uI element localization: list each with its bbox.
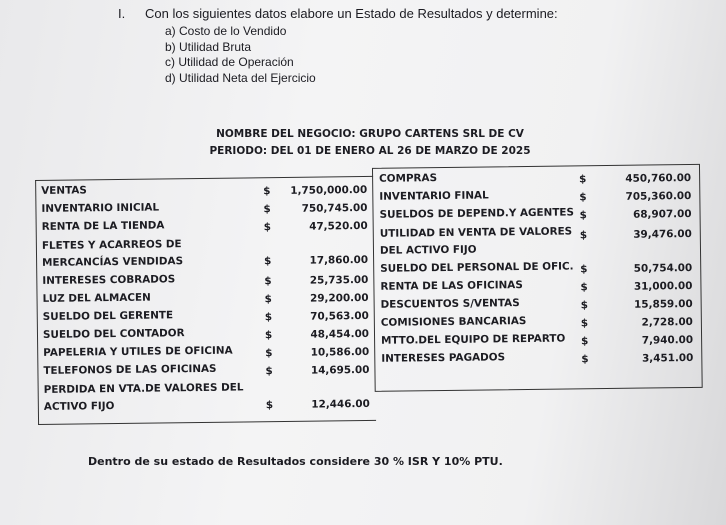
currency-sign: $: [264, 329, 273, 342]
business-name: NOMBRE DEL NEGOCIO: GRUPO CARTENS SRL DE CV: [216, 128, 524, 140]
currency-sign: $: [263, 221, 271, 234]
currency-sign: $: [580, 299, 588, 312]
currency-sign: $: [264, 255, 272, 268]
currency-sign: $: [579, 209, 587, 222]
row-amount: 450,760.00: [625, 171, 692, 185]
row-amount: 29,200.00: [309, 291, 369, 305]
row-label: MTTO.DEL EQUIPO DE REPARTO: [381, 332, 566, 347]
row-amount: 70,563.00: [310, 309, 369, 323]
row-amount: 1,750,000.00: [290, 183, 368, 197]
period: PERIODO: DEL 01 DE ENERO AL 26 DE MARZO DE 2025: [209, 145, 531, 157]
row-amount: 3,451.00: [641, 351, 694, 365]
row-label: SUELDOS DE DEPEND.Y AGENTES: [379, 206, 575, 221]
row-amount: 50,754.00: [633, 261, 693, 275]
row-amount: 10,586.00: [310, 345, 370, 359]
item-a: a) Costo de lo Vendido: [165, 24, 287, 38]
currency-sign: $: [265, 347, 273, 360]
currency-sign: $: [580, 281, 588, 294]
row-amount: 47,520.00: [309, 219, 368, 233]
item-d: d) Utilidad Neta del Ejercicio: [165, 70, 316, 85]
row-amount: 14,695.00: [310, 363, 370, 377]
currency-sign: $: [581, 353, 589, 366]
footer-note: Dentro de su estado de Resultados considere 30 % ISR Y 10% PTU.: [88, 455, 503, 468]
row-label: DESCUENTOS S/VENTAS: [380, 297, 520, 311]
currency-sign: $: [579, 229, 588, 242]
currency-sign: $: [580, 317, 589, 330]
row-amount: 15,859.00: [634, 297, 693, 311]
row-label: INTERESES COBRADOS: [42, 273, 176, 287]
currency-sign: $: [580, 263, 588, 276]
currency-sign: $: [264, 311, 273, 324]
currency-sign: $: [263, 185, 271, 198]
row-label: FLETES Y ACARREOS DE MERCANCÍAS VENDIDAS: [41, 238, 184, 269]
row-label: PERDIDA EN VTA.DE VALORES DEL ACTIVO FIJO: [43, 381, 244, 413]
row-label: LUZ DEL ALMACEN: [42, 291, 151, 305]
row-label: INVENTARIO INICIAL: [41, 201, 160, 215]
row-label: SUELDO DEL PERSONAL DE OFIC.: [380, 260, 574, 275]
row-label: UTILIDAD EN VENTA DE VALORES DEL ACTIVO FIJO: [379, 225, 573, 257]
data-table: [35, 164, 703, 425]
table-row: [42, 234, 372, 274]
row-label: TELEFONOS DE LAS OFICINAS: [43, 362, 217, 377]
currency-sign: $: [579, 191, 587, 204]
currency-sign: $: [265, 365, 273, 378]
row-amount: 48,454.00: [310, 327, 370, 341]
right-column: [379, 168, 699, 370]
question-number: I.: [118, 6, 126, 21]
currency-sign: $: [263, 203, 271, 216]
row-amount: 17,860.00: [309, 253, 369, 267]
currency-sign: $: [581, 335, 589, 348]
item-c: c) Utilidad de Operación: [165, 55, 294, 69]
row-amount: 39,476.00: [633, 227, 692, 241]
row-label: SUELDO DEL CONTADOR: [42, 327, 185, 341]
row-label: COMPRAS: [379, 172, 438, 185]
currency-sign: $: [579, 173, 587, 186]
question-items: [165, 24, 316, 86]
currency-sign: $: [265, 399, 274, 412]
row-label: RENTA DE LAS OFICINAS: [380, 279, 523, 293]
row-amount: 25,735.00: [309, 273, 369, 287]
row-label: SUELDO DEL GERENTE: [42, 309, 174, 323]
row-amount: 12,446.00: [311, 397, 370, 411]
row-amount: 705,360.00: [625, 189, 692, 203]
table-row: [44, 378, 374, 418]
row-label: COMISIONES BANCARIAS: [380, 315, 527, 329]
row-amount: 2,728.00: [641, 315, 693, 329]
row-label: RENTA DE LA TIENDA: [41, 219, 165, 233]
row-amount: 7,940.00: [641, 333, 694, 347]
row-label: INVENTARIO FINAL: [379, 189, 489, 203]
item-b: b) Utilidad Bruta: [165, 39, 252, 54]
currency-sign: $: [264, 293, 272, 306]
row-label: VENTAS: [41, 184, 87, 197]
row-amount: 68,907.00: [632, 207, 692, 221]
question-statement: Con los siguientes datos elabore un Estado de Resultados y determine:: [145, 6, 558, 21]
row-label: PAPELERIA Y UTILES DE OFICINA: [43, 344, 233, 359]
left-column: [41, 180, 374, 418]
table-row: [380, 222, 698, 262]
currency-sign: $: [264, 275, 272, 288]
row-amount: 31,000.00: [633, 279, 693, 293]
row-amount: 750,745.00: [301, 201, 368, 215]
row-label: INTERESES PAGADOS: [381, 351, 506, 365]
